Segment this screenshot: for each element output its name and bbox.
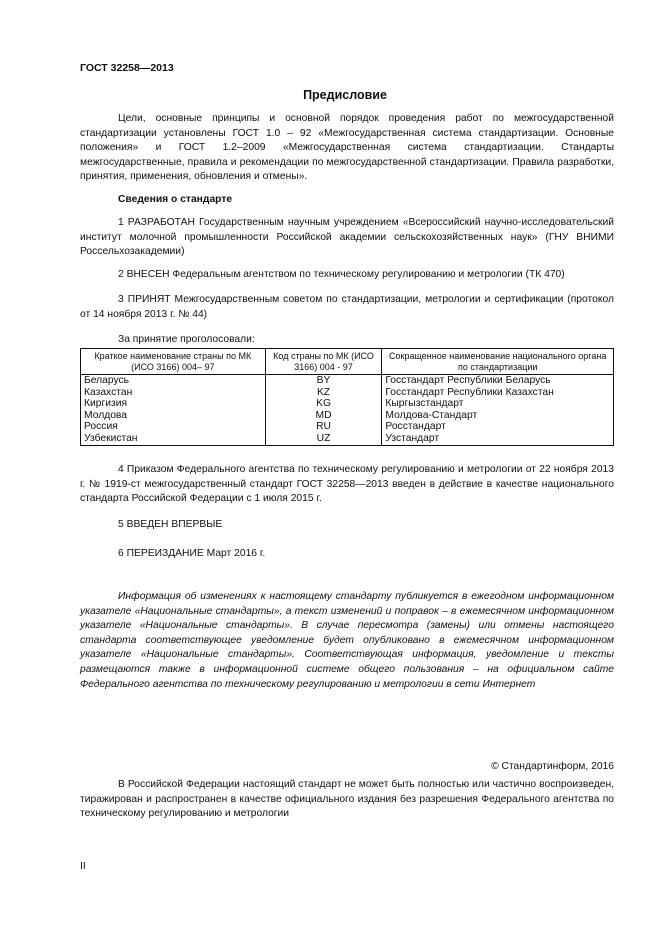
cell-country: Беларусь — [81, 375, 266, 387]
table-row — [81, 398, 614, 410]
voting-table — [80, 348, 614, 446]
header-country-code: Код страны по МК (ИСО 3166) 004 - 97 — [265, 349, 382, 375]
cell-code: MD — [265, 410, 382, 422]
cell-body: Молдова-Стандарт — [382, 410, 614, 422]
intro-paragraph: Цели, основные принципы и основной порядок проведения работ по межгосударственной стандартизации установлены ГОСТ 1.0 – 92 «Межгосударственная система стандартизации. Основные положения» и ГОСТ 1.2–2009 «Межгосударственная система стандартизации. Стандарты межгосударственные, правила и рекомендации по межгосударственной стандартизации. Правила разработки, принятия, применения, обновления и отмены». — [80, 113, 614, 183]
section-heading: Сведения о стандарте — [118, 194, 233, 205]
cell-body: Узстандарт — [382, 433, 614, 445]
header-country-name: Краткое наименование страны по МК (ИСО 3166) 004– 97 — [81, 349, 266, 375]
table-caption: За принятие проголосовали: — [118, 334, 255, 345]
item-adopted: 3 ПРИНЯТ Межгосударственным советом по стандартизации, метрологии и сертификации (протокол от 14 ноября 2013 г. № 44) — [80, 294, 614, 320]
cell-code: KZ — [265, 387, 382, 399]
cell-code: KG — [265, 398, 382, 410]
item-reissue: 6 ПЕРЕИЗДАНИЕ Март 2016 г. — [118, 548, 266, 559]
cell-body: Росстандарт — [382, 421, 614, 433]
cell-code: UZ — [265, 433, 382, 445]
document-header: ГОСТ 32258—2013 — [80, 62, 174, 74]
item-developed: 1 РАЗРАБОТАН Государственным научным учреждением «Всероссийский научно-исследовательский институт молочной промышленности Российской академии сельскохозяйственных наук» (ГНУ ВНИМИ Россельхозакадемии) — [80, 217, 614, 258]
item-order: 4 Приказом Федерального агентства по техническому регулированию и метрологии от 22 ноября 2013 г. № 1919-ст межгосударственный стандарт ГОСТ 32258—2013 введен в действие в качестве национального стандарта Российской Федерации с 1 июля 2015 г. — [80, 464, 614, 505]
table-row — [81, 433, 614, 445]
table-row — [81, 375, 614, 387]
reproduction-note: В Российской Федерации настоящий стандарт не может быть полностью или частично воспроизведен, тиражирован и распространен в качестве официального издания без разрешения Федерального агентства по техническому регулированию и метрологии — [80, 779, 614, 820]
cell-code: RU — [265, 421, 382, 433]
page-title: Предисловие — [303, 88, 387, 102]
table-row — [81, 387, 614, 399]
cell-country: Россия — [81, 421, 266, 433]
item-first: 5 ВВЕДЕН ВПЕРВЫЕ — [118, 519, 223, 530]
table-row — [81, 421, 614, 433]
cell-code: BY — [265, 375, 382, 387]
cell-country: Молдова — [81, 410, 266, 422]
info-note: Информация об изменениях к настоящему стандарту публикуется в ежегодном информационном указателе «Национальные стандарты», а текст изменений и поправок – в ежемесячном информационном указателе «Национальные стандарты». В случае пересмотра (замены) или отмены настоящего стандарта соответствующее уведомление будет опубликовано в ежемесячном информационном указателе «Национальные стандарты». Соответствующая информация, уведомление и тексты размещаются также в информационной системе общего пользования – на официальном сайте Федерального агентства по техническому регулированию и метрологии в сети Интернет — [80, 591, 614, 690]
cell-country: Киргизия — [81, 398, 266, 410]
cell-country: Казахстан — [81, 387, 266, 399]
copyright: © Стандартинформ, 2016 — [491, 761, 614, 772]
table-header-row — [81, 349, 614, 375]
cell-body: Госстандарт Республики Беларусь — [382, 375, 614, 387]
page-number: II — [80, 861, 86, 872]
cell-body: Кыргызстандарт — [382, 398, 614, 410]
table-row — [81, 410, 614, 422]
cell-body: Госстандарт Республики Казахстан — [382, 387, 614, 399]
cell-country: Узбекистан — [81, 433, 266, 445]
header-standards-body: Сокращенное наименование национального органа по стандартизации — [382, 349, 614, 375]
item-introduced: 2 ВНЕСЕН Федеральным агентством по техническому регулированию и метрологии (ТК 470) — [118, 269, 565, 280]
